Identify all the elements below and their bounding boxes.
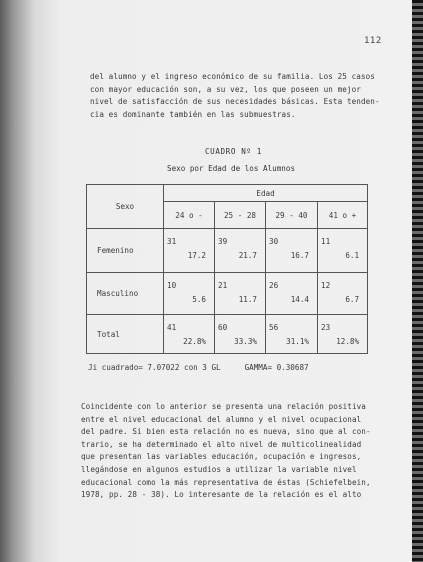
row-label: Femenino	[87, 229, 164, 273]
percent-value: 11.7	[238, 295, 257, 304]
percent-value: 17.2	[187, 251, 206, 260]
spiral-binding	[412, 0, 423, 562]
text-line: educacional como la más representativa de éstas (Schiefelbein,	[81, 477, 371, 487]
column-header: 25 - 28	[215, 202, 266, 229]
text-line: del alumno y el ingreso económico de su familia. Los 25 casos	[90, 72, 375, 81]
percent-value: 14.4	[290, 295, 309, 304]
text-line: cia es dominante también en las submuestras.	[90, 109, 296, 119]
statistics-line	[88, 363, 309, 372]
percent-value: 31.1%	[286, 337, 309, 346]
percent-value: 33.3%	[234, 337, 257, 346]
count-value: 60	[218, 323, 228, 332]
count-value: 41	[167, 323, 177, 332]
group-header: Edad	[164, 185, 368, 202]
text-line: trario, se ha determinado el alto nivel de multicolinealidad	[81, 439, 362, 449]
count-value: 30	[269, 237, 279, 246]
table-cell	[164, 315, 215, 354]
count-value: 11	[321, 237, 331, 246]
table-cell	[318, 229, 368, 273]
text-line: que presentan las variables educación, ocupación e ingresos,	[81, 452, 362, 462]
count-value: 12	[321, 281, 331, 290]
paragraph-bottom	[81, 401, 371, 502]
count-value: 56	[269, 323, 279, 332]
percent-value: 21.7	[238, 251, 257, 260]
count-value: 23	[321, 323, 331, 332]
table-cell	[266, 273, 318, 315]
gamma-text: GAMMA= 0.30687	[244, 363, 309, 372]
page-number: 112	[364, 36, 382, 46]
column-header: 29 - 40	[266, 202, 318, 229]
text-line: llegándose en algunos estudios a utilizar la variable nivel	[81, 464, 357, 474]
table-cell	[266, 229, 318, 273]
count-value: 21	[218, 281, 228, 290]
data-table	[86, 184, 368, 354]
paragraph-top	[90, 71, 380, 121]
row-header: Sexo	[87, 185, 164, 229]
text-line: con mayor educación son, a su vez, los que poseen un mejor	[90, 84, 361, 94]
text-line: nivel de satisfacción de sus necesidades básicas. Esta tenden-	[90, 97, 380, 107]
count-value: 39	[218, 237, 228, 246]
text-line: 1978, pp. 28 - 38). Lo interesante de la relación es el alto	[81, 490, 362, 500]
percent-value: 6.7	[345, 295, 360, 304]
row-label: Masculino	[87, 273, 164, 315]
table-subtitle: Sexo por Edad de los Alumnos	[167, 164, 296, 173]
table-cell	[164, 273, 215, 315]
table-cell	[318, 273, 368, 315]
percent-value: 22.8%	[183, 337, 206, 346]
table-title: CUADRO Nº 1	[205, 147, 262, 156]
text-line: entre el nivel educacional del alumno y el nivel ocupacional	[81, 414, 362, 424]
table-cell	[215, 315, 266, 354]
text-line: Coincidente con lo anterior se presenta una relación positiva	[81, 402, 366, 411]
count-value: 26	[269, 281, 279, 290]
percent-value: 6.1	[345, 251, 360, 260]
percent-value: 5.6	[192, 295, 206, 304]
row-label: Total	[87, 315, 164, 354]
percent-value: 16.7	[290, 251, 309, 260]
chi-square-text: Ji cuadrado= 7.07022 con 3 GL	[88, 363, 221, 372]
count-value: 10	[167, 281, 177, 290]
table-cell	[215, 273, 266, 315]
column-header: 24 o -	[164, 202, 215, 229]
percent-value: 12.8%	[336, 337, 360, 346]
count-value: 31	[167, 237, 177, 246]
table-cell	[164, 229, 215, 273]
table-cell	[266, 315, 318, 354]
table-cell	[318, 315, 368, 354]
table-cell	[215, 229, 266, 273]
column-header: 41 o +	[318, 202, 368, 229]
text-line: del padre. Si bien esta relación no es nueva, sino que al con-	[81, 427, 371, 437]
